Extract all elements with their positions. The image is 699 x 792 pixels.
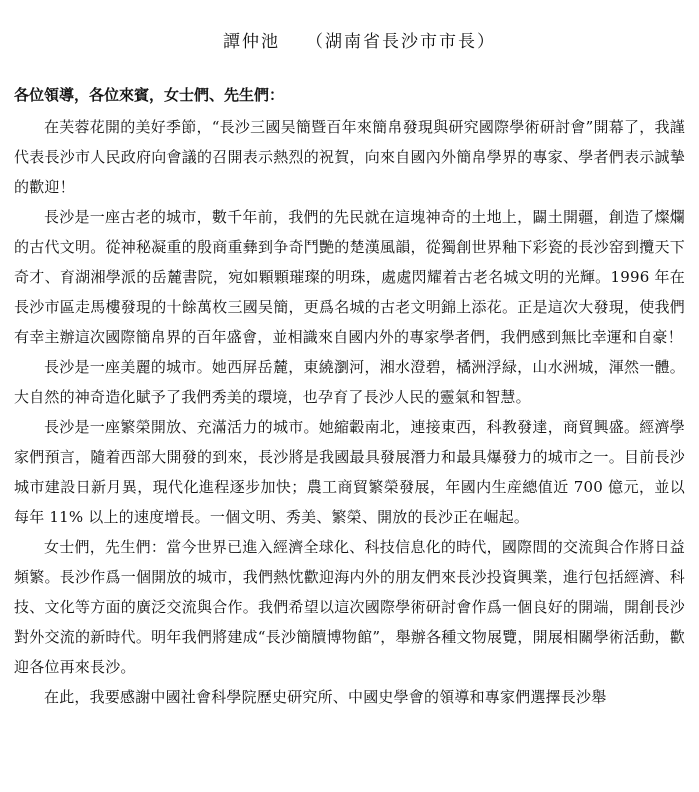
paragraph-prosperous-city: 長沙是一座繁榮開放、充滿活力的城市。她縮轂南北，連接東西，科教發達，商貿興盛。經濟學家們預言，隨着西部大開發的到來，長沙將是我國最具發展潛力和最具爆發力的城市之一。目前長沙城市建設日新月異，現代化進程逐步加快；農工商貿繁榮發展，年國内生産總值近 700 億元，並以每年 11% 以上的速度增長。一個文明、秀美、繁榮、開放的長沙正在崛起。	[14, 418, 685, 526]
paragraph-cooperation: 女士們，先生們：當今世界已進入經濟全球化、科技信息化的時代，國際間的交流與合作將日益頻繁。長沙作爲一個開放的城市，我們熱忱歡迎海内外的朋友們來長沙投資興業，進行包括經濟、科技、文化等方面的廣泛交流與合作。我們希望以這次國際學術研討會作爲一個良好的開端，開創長沙對外交流的新時代。明年我們將建成“長沙簡牘博物館”，舉辦各種文物展覽，開展相關學術活動，歡迎各位再來長沙。	[14, 538, 685, 676]
paragraph-thanks: 在此，我要感謝中國社會科學院歷史研究所、中國史學會的領導和專家們選擇長沙舉	[44, 688, 607, 706]
author-affiliation: （湖南省長沙市市長）	[306, 32, 496, 52]
speech-title	[14, 28, 685, 56]
paragraph-welcome: 在芙蓉花開的美好季節，“長沙三國吴簡暨百年來簡帛發現與研究國際學術研討會”開幕了，我謹代表長沙市人民政府向會議的召開表示熱烈的祝賀，向來自國內外簡帛學界的專家、學者們表示誠摯的歡迎！	[14, 118, 685, 196]
author-name: 譚仲池	[223, 32, 280, 52]
paragraph-ancient-city: 長沙是一座古老的城市，數千年前，我們的先民就在這塊神奇的土地上，闢土開疆，創造了燦爛的古代文明。從神秘凝重的殷商重彝到争奇鬥艷的楚漢風韻，從獨創世界釉下彩瓷的長沙窑到攬天下奇才、育湖湘學派的岳麓書院，宛如顆顆璀璨的明珠，處處閃耀着古老名城文明的光輝。1996 年在長沙市區走馬樓發現的十餘萬枚三國吴簡，更爲名城的古老文明錦上添花。正是這次大發現，使我們有幸主辦這次國際簡帛界的百年盛會，並相識來自國内外的專家學者們，我們感到無比幸運和自豪！	[14, 208, 685, 346]
salutation: 各位領導，各位來賓，女士們、先生們：	[14, 86, 285, 104]
paragraph-beautiful-city: 長沙是一座美麗的城市。她西屏岳麓，東繞瀏河，湘水澄碧，橘洲浮緑，山水洲城，渾然一體。大自然的神奇造化賦予了我們秀美的環境，也孕育了長沙人民的靈氣和智慧。	[14, 358, 685, 406]
